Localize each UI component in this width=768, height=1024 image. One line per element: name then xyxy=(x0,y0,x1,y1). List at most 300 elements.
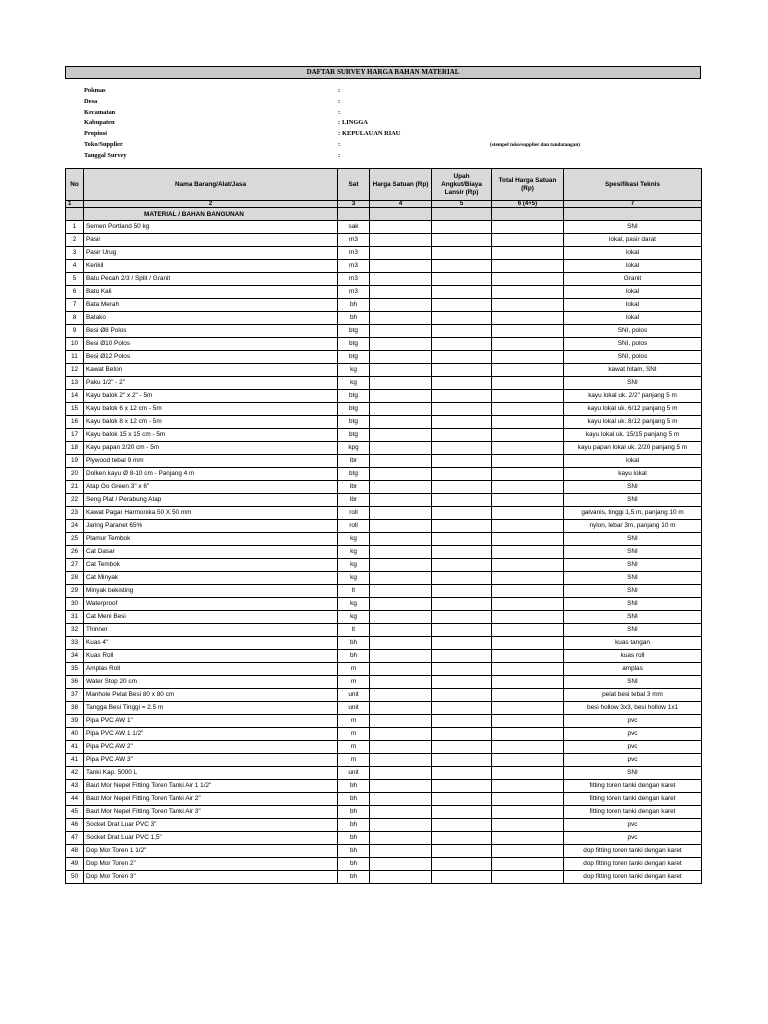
item-price-cell[interactable] xyxy=(370,832,432,845)
item-transport-cell[interactable] xyxy=(432,273,492,286)
item-total-cell[interactable] xyxy=(492,364,564,377)
item-total-cell[interactable] xyxy=(492,767,564,780)
item-transport-cell[interactable] xyxy=(432,845,492,858)
item-unit: bh xyxy=(338,858,370,871)
item-spec: lokal xyxy=(564,247,702,260)
info-row xyxy=(84,86,684,97)
item-spec: kayu lokal uk. 15/15 panjang 5 m xyxy=(564,429,702,442)
item-transport-cell[interactable] xyxy=(432,468,492,481)
item-transport-cell[interactable] xyxy=(432,754,492,767)
item-total-cell[interactable] xyxy=(492,559,564,572)
item-transport-cell[interactable] xyxy=(432,481,492,494)
item-no: 27 xyxy=(66,559,84,572)
item-name: Dop Mor Toren 1 1/2" xyxy=(84,845,338,858)
item-total-cell[interactable] xyxy=(492,494,564,507)
table-row xyxy=(66,351,702,364)
item-total-cell[interactable] xyxy=(492,650,564,663)
item-total-cell[interactable] xyxy=(492,481,564,494)
item-unit: kg xyxy=(338,598,370,611)
item-name: Kayu balok 2" x 2" - 5m xyxy=(84,390,338,403)
item-price-cell[interactable] xyxy=(370,273,432,286)
item-price-cell[interactable] xyxy=(370,845,432,858)
item-spec: SNI xyxy=(564,546,702,559)
item-unit: m xyxy=(338,728,370,741)
item-no: 23 xyxy=(66,507,84,520)
item-price-cell[interactable] xyxy=(370,676,432,689)
item-transport-cell[interactable] xyxy=(432,806,492,819)
item-price-cell[interactable] xyxy=(370,858,432,871)
item-price-cell[interactable] xyxy=(370,312,432,325)
item-name: Besi Ø12 Polos xyxy=(84,351,338,364)
item-name: Atap Go Green 3" x 6" xyxy=(84,481,338,494)
item-no: 28 xyxy=(66,572,84,585)
item-no: 18 xyxy=(66,442,84,455)
item-name: Waterproof xyxy=(84,598,338,611)
table-row xyxy=(66,728,702,741)
item-transport-cell[interactable] xyxy=(432,598,492,611)
item-price-cell[interactable] xyxy=(370,871,432,884)
item-name: Seng Plat / Perabung Atap xyxy=(84,494,338,507)
item-transport-cell[interactable] xyxy=(432,728,492,741)
item-total-cell[interactable] xyxy=(492,403,564,416)
item-price-cell[interactable] xyxy=(370,650,432,663)
item-unit: lt xyxy=(338,585,370,598)
item-spec: lokal xyxy=(564,299,702,312)
item-transport-cell[interactable] xyxy=(432,624,492,637)
item-no: 16 xyxy=(66,416,84,429)
item-total-cell[interactable] xyxy=(492,858,564,871)
item-name: Dolken kayu Ø 8-10 cm - Panjang 4 m xyxy=(84,468,338,481)
item-unit: kg xyxy=(338,533,370,546)
table-row xyxy=(66,286,702,299)
item-total-cell[interactable] xyxy=(492,429,564,442)
item-total-cell[interactable] xyxy=(492,585,564,598)
item-total-cell[interactable] xyxy=(492,663,564,676)
item-name: Kayu balok 15 x 15 cm - 5m xyxy=(84,429,338,442)
item-name: Kuas Roll xyxy=(84,650,338,663)
item-spec: dop fitting toren tanki dengan karet xyxy=(564,858,702,871)
item-transport-cell[interactable] xyxy=(432,260,492,273)
item-no: 6 xyxy=(66,286,84,299)
item-total-cell[interactable] xyxy=(492,351,564,364)
item-name: Dop Mor Toren 3" xyxy=(84,871,338,884)
item-transport-cell[interactable] xyxy=(432,611,492,624)
item-price-cell[interactable] xyxy=(370,221,432,234)
item-total-cell[interactable] xyxy=(492,546,564,559)
item-transport-cell[interactable] xyxy=(432,351,492,364)
item-spec: pvc xyxy=(564,715,702,728)
item-no: 30 xyxy=(66,598,84,611)
table-row xyxy=(66,403,702,416)
table-row xyxy=(66,338,702,351)
item-total-cell[interactable] xyxy=(492,793,564,806)
item-name: Kerikil xyxy=(84,260,338,273)
col-header-name: Nama Barang/Alat/Jasa xyxy=(84,169,338,201)
item-total-cell[interactable] xyxy=(492,624,564,637)
item-spec: pvc xyxy=(564,832,702,845)
item-total-cell[interactable] xyxy=(492,416,564,429)
item-price-cell[interactable] xyxy=(370,520,432,533)
item-transport-cell[interactable] xyxy=(432,676,492,689)
item-transport-cell[interactable] xyxy=(432,858,492,871)
item-total-cell[interactable] xyxy=(492,234,564,247)
item-price-cell[interactable] xyxy=(370,663,432,676)
table-row xyxy=(66,377,702,390)
item-total-cell[interactable] xyxy=(492,676,564,689)
item-transport-cell[interactable] xyxy=(432,546,492,559)
table-row xyxy=(66,507,702,520)
info-block xyxy=(84,86,684,162)
item-transport-cell[interactable] xyxy=(432,299,492,312)
item-price-cell[interactable] xyxy=(370,546,432,559)
info-row xyxy=(84,129,684,140)
item-total-cell[interactable] xyxy=(492,247,564,260)
item-transport-cell[interactable] xyxy=(432,390,492,403)
item-total-cell[interactable] xyxy=(492,338,564,351)
item-unit: bh xyxy=(338,819,370,832)
item-transport-cell[interactable] xyxy=(432,741,492,754)
item-price-cell[interactable] xyxy=(370,715,432,728)
section-cell xyxy=(338,208,370,221)
item-unit: btg xyxy=(338,390,370,403)
item-total-cell[interactable] xyxy=(492,806,564,819)
item-total-cell[interactable] xyxy=(492,390,564,403)
item-spec: dop fitting toren tanki dengan karet xyxy=(564,845,702,858)
item-transport-cell[interactable] xyxy=(432,286,492,299)
item-price-cell[interactable] xyxy=(370,325,432,338)
item-unit: roll xyxy=(338,520,370,533)
item-name: Paku 1/2" - 2" xyxy=(84,377,338,390)
item-price-cell[interactable] xyxy=(370,624,432,637)
item-total-cell[interactable] xyxy=(492,312,564,325)
item-price-cell[interactable] xyxy=(370,286,432,299)
item-name: Besi Ø8 Polos xyxy=(84,325,338,338)
item-no: 32 xyxy=(66,624,84,637)
info-colon: : xyxy=(338,87,341,94)
item-price-cell[interactable] xyxy=(370,806,432,819)
item-no: 39 xyxy=(66,715,84,728)
item-transport-cell[interactable] xyxy=(432,832,492,845)
table-row xyxy=(66,468,702,481)
item-no: 2 xyxy=(66,234,84,247)
item-total-cell[interactable] xyxy=(492,871,564,884)
item-transport-cell[interactable] xyxy=(432,559,492,572)
table-row xyxy=(66,780,702,793)
item-transport-cell[interactable] xyxy=(432,416,492,429)
info-label: Pokmas xyxy=(84,87,106,94)
item-transport-cell[interactable] xyxy=(432,715,492,728)
item-total-cell[interactable] xyxy=(492,689,564,702)
info-row xyxy=(84,140,684,151)
item-transport-cell[interactable] xyxy=(432,689,492,702)
item-transport-cell[interactable] xyxy=(432,663,492,676)
col-number: 2 xyxy=(84,201,338,208)
item-transport-cell[interactable] xyxy=(432,494,492,507)
item-price-cell[interactable] xyxy=(370,598,432,611)
item-total-cell[interactable] xyxy=(492,728,564,741)
item-spec: SNI xyxy=(564,481,702,494)
table-row xyxy=(66,585,702,598)
item-spec: galvanis, tinggi 1,5 m, panjang 10 m xyxy=(564,507,702,520)
item-name: Cat Meni Besi xyxy=(84,611,338,624)
item-total-cell[interactable] xyxy=(492,468,564,481)
survey-table xyxy=(65,168,702,884)
item-name: Thinner xyxy=(84,624,338,637)
item-price-cell[interactable] xyxy=(370,481,432,494)
item-price-cell[interactable] xyxy=(370,507,432,520)
item-price-cell[interactable] xyxy=(370,429,432,442)
item-price-cell[interactable] xyxy=(370,351,432,364)
item-price-cell[interactable] xyxy=(370,403,432,416)
item-total-cell[interactable] xyxy=(492,598,564,611)
item-total-cell[interactable] xyxy=(492,715,564,728)
item-no: 11 xyxy=(66,351,84,364)
table-row xyxy=(66,819,702,832)
item-price-cell[interactable] xyxy=(370,533,432,546)
item-total-cell[interactable] xyxy=(492,780,564,793)
item-price-cell[interactable] xyxy=(370,780,432,793)
item-spec: kayu lokal uk. 6/12 panjang 5 m xyxy=(564,403,702,416)
item-no: 44 xyxy=(66,793,84,806)
item-unit: btg xyxy=(338,351,370,364)
item-unit: kg xyxy=(338,364,370,377)
info-note: (stempel toko/supplier dan tandatangan) xyxy=(490,141,580,148)
item-no: 13 xyxy=(66,377,84,390)
item-name: Kayu balok 8 x 12 cm - 5m xyxy=(84,416,338,429)
item-transport-cell[interactable] xyxy=(432,871,492,884)
item-price-cell[interactable] xyxy=(370,442,432,455)
item-price-cell[interactable] xyxy=(370,364,432,377)
item-price-cell[interactable] xyxy=(370,377,432,390)
table-row xyxy=(66,520,702,533)
section-cell xyxy=(432,208,492,221)
section-row xyxy=(66,208,702,221)
item-price-cell[interactable] xyxy=(370,741,432,754)
item-no: 35 xyxy=(66,663,84,676)
item-name: Kayu balok 6 x 12 cm - 5m xyxy=(84,403,338,416)
col-header-transport: Upah Angkut/Biaya Lansir (Rp) xyxy=(432,169,492,201)
item-transport-cell[interactable] xyxy=(432,819,492,832)
item-transport-cell[interactable] xyxy=(432,377,492,390)
item-spec: SNI xyxy=(564,572,702,585)
item-transport-cell[interactable] xyxy=(432,637,492,650)
item-no: 1 xyxy=(66,221,84,234)
item-no: 33 xyxy=(66,637,84,650)
item-name: Cat Dasar xyxy=(84,546,338,559)
item-total-cell[interactable] xyxy=(492,754,564,767)
item-no: 46 xyxy=(66,819,84,832)
item-unit: lbr xyxy=(338,494,370,507)
item-no: 45 xyxy=(66,806,84,819)
col-header-total: Total Harga Satuan (Rp) xyxy=(492,169,564,201)
item-total-cell[interactable] xyxy=(492,533,564,546)
table-row xyxy=(66,858,702,871)
item-price-cell[interactable] xyxy=(370,702,432,715)
item-no: 12 xyxy=(66,364,84,377)
item-price-cell[interactable] xyxy=(370,793,432,806)
item-total-cell[interactable] xyxy=(492,221,564,234)
item-total-cell[interactable] xyxy=(492,260,564,273)
item-transport-cell[interactable] xyxy=(432,338,492,351)
section-cell xyxy=(66,208,84,221)
item-no: 7 xyxy=(66,299,84,312)
col-number: 7 xyxy=(564,201,702,208)
item-transport-cell[interactable] xyxy=(432,364,492,377)
item-total-cell[interactable] xyxy=(492,325,564,338)
item-price-cell[interactable] xyxy=(370,338,432,351)
item-spec: SNI xyxy=(564,598,702,611)
item-spec: SNI xyxy=(564,624,702,637)
item-total-cell[interactable] xyxy=(492,442,564,455)
item-name: Pasir Urug xyxy=(84,247,338,260)
item-unit: bh xyxy=(338,650,370,663)
item-total-cell[interactable] xyxy=(492,845,564,858)
item-unit: m3 xyxy=(338,247,370,260)
item-spec: fitting toren tanki dengan karet xyxy=(564,806,702,819)
item-no: 19 xyxy=(66,455,84,468)
item-price-cell[interactable] xyxy=(370,611,432,624)
item-unit: bh xyxy=(338,806,370,819)
item-unit: btg xyxy=(338,429,370,442)
item-transport-cell[interactable] xyxy=(432,572,492,585)
info-row xyxy=(84,97,684,108)
item-price-cell[interactable] xyxy=(370,468,432,481)
item-transport-cell[interactable] xyxy=(432,429,492,442)
column-number-row xyxy=(66,201,702,208)
item-transport-cell[interactable] xyxy=(432,247,492,260)
table-row xyxy=(66,234,702,247)
item-transport-cell[interactable] xyxy=(432,585,492,598)
item-unit: bh xyxy=(338,793,370,806)
item-spec: SNI xyxy=(564,533,702,546)
item-transport-cell[interactable] xyxy=(432,221,492,234)
item-total-cell[interactable] xyxy=(492,819,564,832)
item-transport-cell[interactable] xyxy=(432,312,492,325)
item-transport-cell[interactable] xyxy=(432,780,492,793)
item-total-cell[interactable] xyxy=(492,377,564,390)
item-transport-cell[interactable] xyxy=(432,507,492,520)
item-transport-cell[interactable] xyxy=(432,234,492,247)
item-transport-cell[interactable] xyxy=(432,325,492,338)
item-price-cell[interactable] xyxy=(370,767,432,780)
item-price-cell[interactable] xyxy=(370,559,432,572)
item-total-cell[interactable] xyxy=(492,637,564,650)
info-row xyxy=(84,151,684,162)
item-transport-cell[interactable] xyxy=(432,455,492,468)
item-price-cell[interactable] xyxy=(370,754,432,767)
item-name: Besi Ø10 Polos xyxy=(84,338,338,351)
item-name: Pipa PVC AW 3" xyxy=(84,754,338,767)
item-total-cell[interactable] xyxy=(492,702,564,715)
item-transport-cell[interactable] xyxy=(432,533,492,546)
item-price-cell[interactable] xyxy=(370,819,432,832)
item-unit: bh xyxy=(338,312,370,325)
table-row xyxy=(66,559,702,572)
item-transport-cell[interactable] xyxy=(432,702,492,715)
table-row xyxy=(66,689,702,702)
info-colon: : xyxy=(338,151,341,159)
item-no: 20 xyxy=(66,468,84,481)
item-spec: kayu lokal uk. 8/12 panjang 5 m xyxy=(564,416,702,429)
item-price-cell[interactable] xyxy=(370,585,432,598)
table-row xyxy=(66,806,702,819)
item-name: Batu Pecah 2/3 / Split / Granit xyxy=(84,273,338,286)
section-cell xyxy=(370,208,432,221)
item-name: Jaring Paranet 65% xyxy=(84,520,338,533)
table-row xyxy=(66,364,702,377)
item-transport-cell[interactable] xyxy=(432,650,492,663)
item-no: 34 xyxy=(66,650,84,663)
item-total-cell[interactable] xyxy=(492,741,564,754)
item-price-cell[interactable] xyxy=(370,494,432,507)
item-name: Semen Portland 50 kg xyxy=(84,221,338,234)
item-unit: bh xyxy=(338,780,370,793)
item-no: 47 xyxy=(66,832,84,845)
item-unit: unit xyxy=(338,689,370,702)
table-row xyxy=(66,260,702,273)
item-price-cell[interactable] xyxy=(370,299,432,312)
item-price-cell[interactable] xyxy=(370,728,432,741)
info-label: Kecamatan xyxy=(84,108,116,116)
item-spec: lokal xyxy=(564,312,702,325)
info-colon: : xyxy=(338,130,341,138)
item-price-cell[interactable] xyxy=(370,247,432,260)
item-price-cell[interactable] xyxy=(370,260,432,273)
table-row xyxy=(66,416,702,429)
item-price-cell[interactable] xyxy=(370,689,432,702)
item-transport-cell[interactable] xyxy=(432,442,492,455)
item-total-cell[interactable] xyxy=(492,520,564,533)
item-price-cell[interactable] xyxy=(370,572,432,585)
item-total-cell[interactable] xyxy=(492,507,564,520)
item-price-cell[interactable] xyxy=(370,455,432,468)
item-total-cell[interactable] xyxy=(492,572,564,585)
item-transport-cell[interactable] xyxy=(432,520,492,533)
item-no: 22 xyxy=(66,494,84,507)
item-price-cell[interactable] xyxy=(370,390,432,403)
item-total-cell[interactable] xyxy=(492,286,564,299)
info-label: Desa xyxy=(84,97,98,105)
item-unit: kg xyxy=(338,377,370,390)
item-spec: pelat besi tebal 3 mm xyxy=(564,689,702,702)
item-transport-cell[interactable] xyxy=(432,793,492,806)
item-total-cell[interactable] xyxy=(492,299,564,312)
item-spec: lokal xyxy=(564,260,702,273)
item-price-cell[interactable] xyxy=(370,416,432,429)
item-unit: kg xyxy=(338,611,370,624)
item-no: 3 xyxy=(66,247,84,260)
item-total-cell[interactable] xyxy=(492,455,564,468)
item-name: Socket Drat Luar PVC 1,5" xyxy=(84,832,338,845)
item-spec: SNI xyxy=(564,585,702,598)
item-unit: m xyxy=(338,715,370,728)
item-name: Tangga Besi Tinggi = 2.5 m xyxy=(84,702,338,715)
item-price-cell[interactable] xyxy=(370,637,432,650)
table-row xyxy=(66,325,702,338)
item-unit: lbr xyxy=(338,481,370,494)
item-name: Pipa PVC AW 1" xyxy=(84,715,338,728)
item-spec: fitting toren tanki dengan karet xyxy=(564,793,702,806)
item-total-cell[interactable] xyxy=(492,832,564,845)
item-total-cell[interactable] xyxy=(492,273,564,286)
item-total-cell[interactable] xyxy=(492,611,564,624)
item-transport-cell[interactable] xyxy=(432,403,492,416)
table-row xyxy=(66,793,702,806)
item-transport-cell[interactable] xyxy=(432,767,492,780)
table-row xyxy=(66,676,702,689)
item-price-cell[interactable] xyxy=(370,234,432,247)
table-row xyxy=(66,663,702,676)
